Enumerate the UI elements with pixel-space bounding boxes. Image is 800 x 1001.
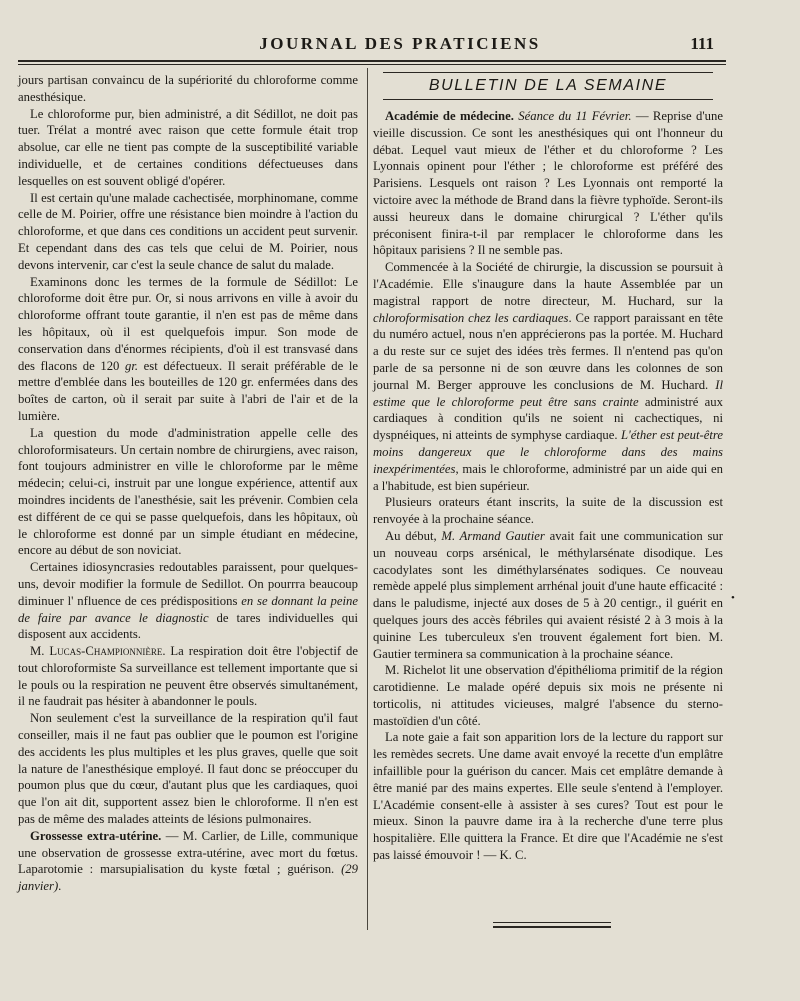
text-run: Examinons donc les termes de la formule de Sédillot: Le chloroforme doit être pur. Or, si nous arrivons en ville à avoir du chloroforme offrant toute garantie, il n'en est pas de même dans les hôpitaux, où il est quelquefois impur. Son mode de conservation dans d'énormes récipients, d'où il est transvasé dans des flacons de 120: [18, 274, 358, 373]
text-run: avait fait une communication sur un nouveau corps arsénical, le méthylarsénate disodique. Les cacodylates sont les diméthylarsénates sodiques. Ce nouveau remède appelé plus simplement arrhénal jouit d'une haute efficacité : dans le paludisme, injecté aux doses de 5 à 20 centigr., il guérit en quelques jours des accès fébriles qui avaient résisté 2 à 3 mois à la quinine Les tuberculeux s'en trouvent également fort bien. M. Gautier terminera sa communication à la prochaine séance.: [373, 528, 723, 661]
column-divider: [367, 68, 368, 930]
margin-mark: •: [731, 592, 735, 604]
text-run: .: [58, 879, 62, 894]
end-rule: [493, 922, 611, 923]
paragraph: [373, 259, 723, 494]
paragraph: La question du mode d'administration appelle celle des chloroformisateurs. Un certain nombre de chirurgiens, avec raison, font toujours administrer en ville le chloroforme par le même médecin; celui-ci, instruit par une longue expérience, attentif aux moindres incidents de l'anesthésie, sait les prévenir. Combien cela est différent de ce qui se passe quelquefois, dans les hôpitaux, où le chloroforme est donné par un simple étudiant en médecine, encore au début de son noviciat.: [18, 425, 358, 558]
paragraph: [18, 559, 358, 643]
right-column: [373, 72, 723, 864]
text-run: , mais le chloroforme, administré par un aide qui en a l'habitude, est bien supérieur.: [373, 461, 723, 493]
italic-run: en se donnant la peine de faire par avance le diagnostic: [18, 593, 358, 625]
speaker-name: M. Lucas-Championnière.: [30, 644, 166, 659]
text-run: administré aux cardiaques à condition qu'ils ne soient ni cachectiques, ni dyspnéiques, ni atteints de symphyse cardiaque.: [373, 394, 723, 443]
paragraph: [18, 274, 358, 425]
paragraph: [18, 643, 358, 710]
page-number: 111: [690, 34, 714, 53]
text-run: — Reprise d'une vieille discussion. Ce sont les anesthésiques qui ont l'honneur du débat. Lequel vaut mieux de l'éther et du chloroforme ? Les Lyonnais opinent pour l'éther ; le chloroforme est préféré des Parisiens. Lesquels ont raison ? Les Lyonnais ont remporté la victoire avec la méthode de Brand dans la fièvre typhoïde. Seront-ils aussi heureux dans le domaine chirurgical ? L'éther qu'ils préconisent finira-t-il par remplacer le chloroforme dans les hôpitaux parisiens ? Il ne semble pas.: [373, 109, 723, 258]
paragraph: Plusieurs orateurs étant inscrits, la suite de la discussion est renvoyée à la prochaine séance.: [373, 495, 723, 527]
italic-run: Il estime que le chloroforme peut être sans crainte: [373, 377, 723, 409]
text-run: La respiration doit être l'objectif de tout chloroformiste Sa surveillance est tellement importante que si le pouls ou la respiration ne peuvent être observés simultanément, il ne faudrait pas hésiter à abandonner le pouls.: [18, 644, 358, 709]
paragraph: M. Richelot lit une observation d'épithélioma primitif de la région carotidienne. Le malade opéré depuis six mois ne présente ni torticolis, ni attitudes vicieuses, malgré l'absence du sterno-mastoïdien d'un côté.: [373, 663, 723, 728]
paragraph: [18, 828, 358, 895]
left-column: [18, 72, 358, 895]
journal-title: JOURNAL DES PRATICIENS: [259, 34, 541, 53]
italic-run: L'éther est peut-être moins dangereux que le chloroforme dans des mains inexpérimentées: [373, 428, 723, 476]
paragraph: La note gaie a fait son apparition lors de la lecture du rapport sur les remèdes secrets. Une dame avait envoyé la recette d'un emplâtre infaillible pour la guérison du cancer. Mais cet emplâtre demande à être manié par des mains expertes. Elle seule s'entend à l'employer. L'Académie consent-elle à assister à ses cures? Tout est pour le mieux. Sinon la pauvre dame ira à la recherche d'une terre plus hospitalière. Elle quittera la France. Et dire que l'Académie ne s'est pas laissé émouvoir ! — K. C.: [373, 730, 723, 863]
bulletin-title: BULLETIN DE LA SEMAINE: [383, 72, 713, 100]
text-run: Certaines idiosyncrasies redoutables paraissent, pour quelques-uns, devoir modifier la formule de Sedillot. On pourrra beaucoup diminuer l' nfluence de ces prédispositions: [18, 560, 358, 608]
session-date: Séance du 11 Février.: [518, 109, 632, 123]
text-run: — M. Carlier, de Lille, communique une observation de grossesse extra-utérine, avec mort du fœtus. Laparotomie : marsupialisation du kyste fœtal ; guérison.: [18, 828, 358, 877]
text-run: . Ce rapport paraissant en tête du numéro actuel, nous n'en apprécierons pas la portée. M. Huchard a du reste sur ce sujet des idées très fermes. Il n'entend pas qu'on parle de sa personne ni de son œuvre dans les colonnes de son journal M. Berger approuve les conclusions de M. Huchard.: [373, 310, 723, 392]
text-run: de tares individuelles qui disposent aux accidents.: [18, 610, 358, 642]
paragraph: Il est certain qu'une malade cachectisée, morphinomane, comme celle de M. Poirier, offre une résistance bien moindre à l'action du chloroforme, et que dans ces conditions un accident peut survenir. Et cependant dans des cas tels que celui de M. Poirier, nous devons intervenir, car c'est la seule chance de salut du malade.: [18, 190, 358, 272]
text-run: est défectueux. Il serait préférable de le mettre d'emblée dans les bouteilles de 120 gr. enfermées dans des boîtes de carton, où il serait par suite à l'abri de l'air et de la lumière.: [18, 358, 358, 423]
paragraph: [373, 108, 723, 259]
paragraph: [373, 528, 723, 662]
italic-run: chloroformisation chez les cardiaques: [373, 310, 569, 325]
end-rule: [493, 926, 611, 928]
italic-run: gr.: [125, 358, 139, 373]
date-label: (29 janvier): [18, 862, 358, 894]
header-rule: [18, 60, 726, 65]
italic-run: M. Armand Gautier: [441, 528, 545, 543]
text-run: Au début,: [385, 528, 442, 543]
section-heading: Grossesse extra-utérine.: [30, 828, 162, 843]
paragraph: Non seulement c'est la surveillance de la respiration qu'il faut conseiller, mais il ne faut pas oublier que le poumon est l'origine des accidents les plus multiples et les plus graves, quelle que soit la nature de l'anesthésique employé. Il faut donc se préoccuper du poumon plus que du cœur, d'autant plus que les cardiaques, quoi que l'on ait dit, supportent assez bien le chloroforme. Il n'en est pas de même des malades atteints de lésions pulmonaires.: [18, 711, 358, 827]
paragraph: Le chloroforme pur, bien administré, a dit Sédillot, ne doit pas tuer. Trélat a montré avec raison que cette formule était trop absolue, car elle ne tient pas compte de la susceptibilité variable individuelle, et de certaines conditions défectueuses dans lesquelles on est souvent obligé d'opérer.: [18, 106, 358, 188]
paragraph: jours partisan convaincu de la supériorité du chloroforme comme anesthésique.: [18, 73, 358, 104]
text-run: Commencée à la Société de chirurgie, la discussion se poursuit à l'Académie. Elle s'inaugure dans la haute Assemblée par un magistral rapport de notre directeur, M. Huchard, sur la: [373, 260, 723, 308]
section-heading: Académie de médecine.: [385, 109, 514, 123]
